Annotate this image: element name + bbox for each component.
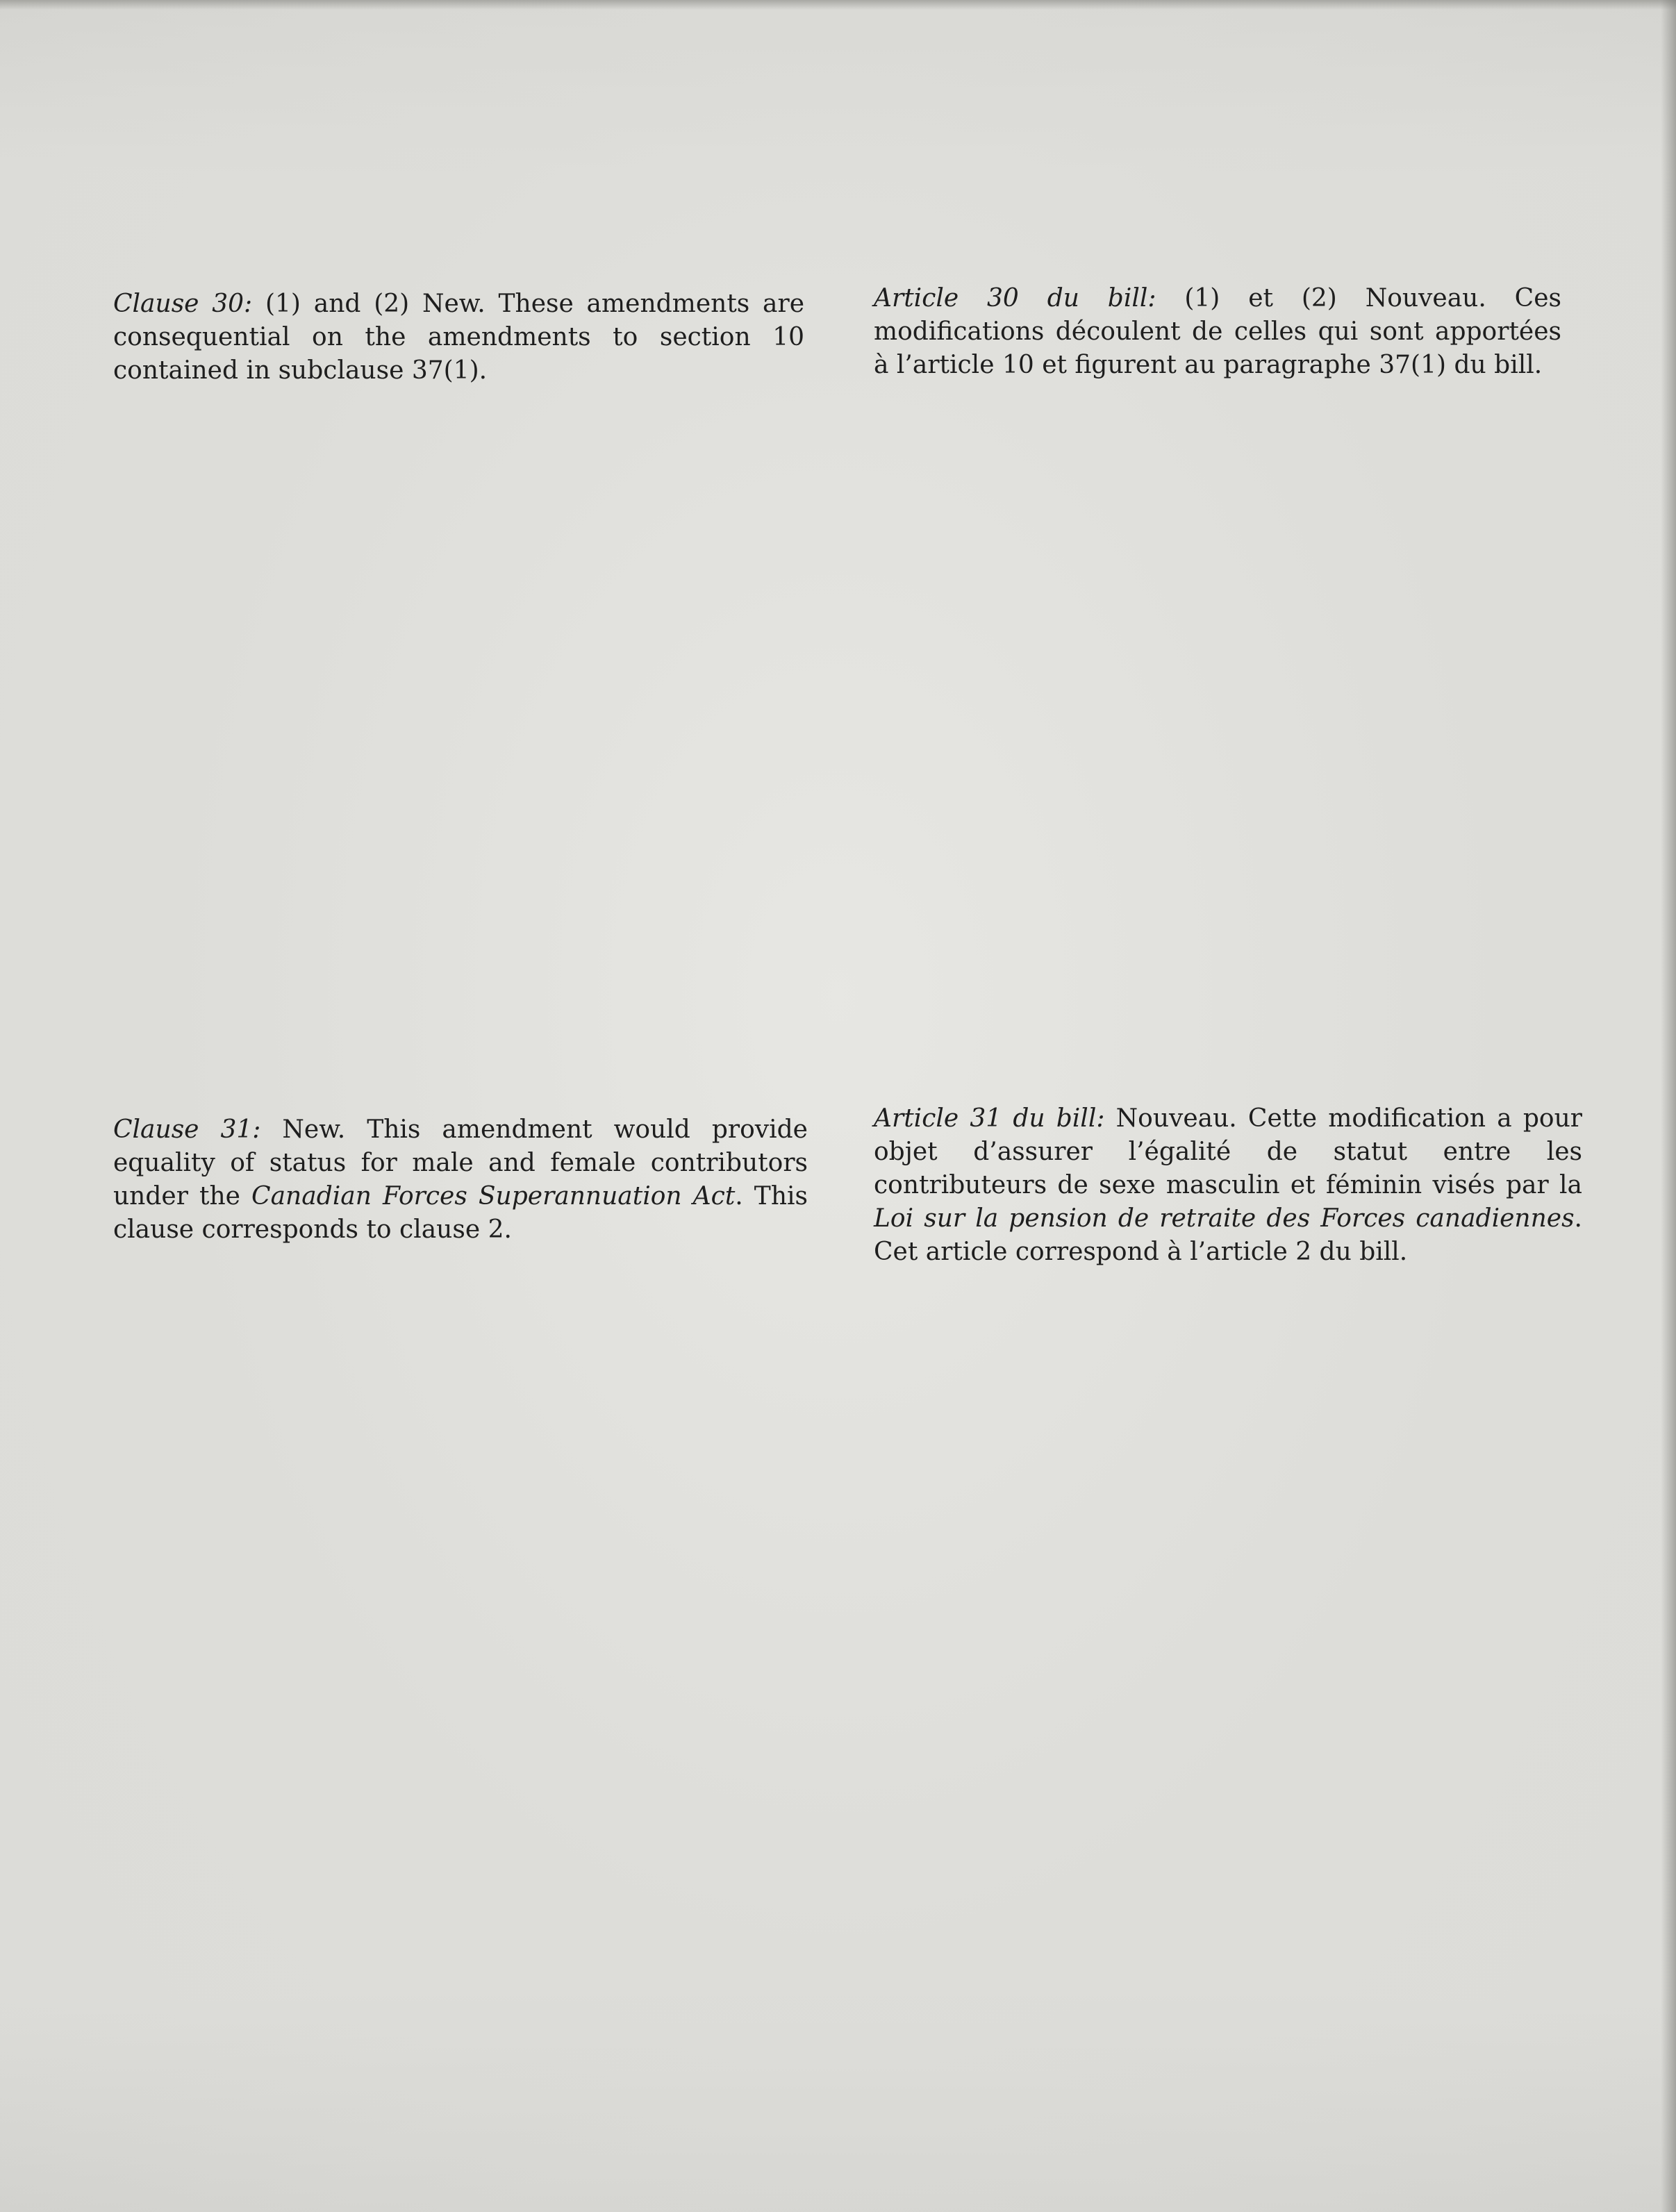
clause-31-act-title-english: Canadian Forces Superannuation Act — [251, 1182, 736, 1211]
clause-30-note-english — [113, 288, 804, 388]
clause-30-note-french — [874, 282, 1561, 382]
clause-31-note-french — [874, 1102, 1582, 1269]
clause-31-label-english: Clause 31: — [113, 1115, 261, 1144]
clause-30-text-english: (1) and (2) New. These amendments are consequential on the amendments to section 10 contained in subclause 37(1). — [113, 290, 804, 385]
page-top-shadow — [0, 0, 1676, 10]
clause-31-text-french-part1: Nouveau. Cette modification a pour objet d’assurer l’égalité de statut entre les contributeurs de sexe masculin et féminin visés par la — [874, 1104, 1582, 1199]
page-right-shadow — [1661, 0, 1676, 2212]
clause-31-text-english-part1: New. This amendment would provide equality of status for male and female contributors under the — [113, 1115, 808, 1211]
clause-30-label-english: Clause 30: — [113, 290, 253, 318]
clause-30-text-french: (1) et (2) Nouveau. Ces modifications découlent de celles qui sont apportées à l’article 10 et figurent au paragraphe 37(1) du bill. — [874, 284, 1561, 379]
clause-30-label-french: Article 30 du bill: — [874, 284, 1156, 313]
clause-31-text-french-part2: . Cet article correspond à l’article 2 du bill. — [874, 1204, 1582, 1266]
clause-31-act-title-french: Loi sur la pension de retraite des Forces canadiennes — [874, 1204, 1575, 1233]
clause-31-note-english — [113, 1113, 808, 1247]
clause-31-label-french: Article 31 du bill: — [874, 1104, 1105, 1133]
clause-31-text-english-part2: . This clause corresponds to clause 2. — [113, 1182, 808, 1244]
